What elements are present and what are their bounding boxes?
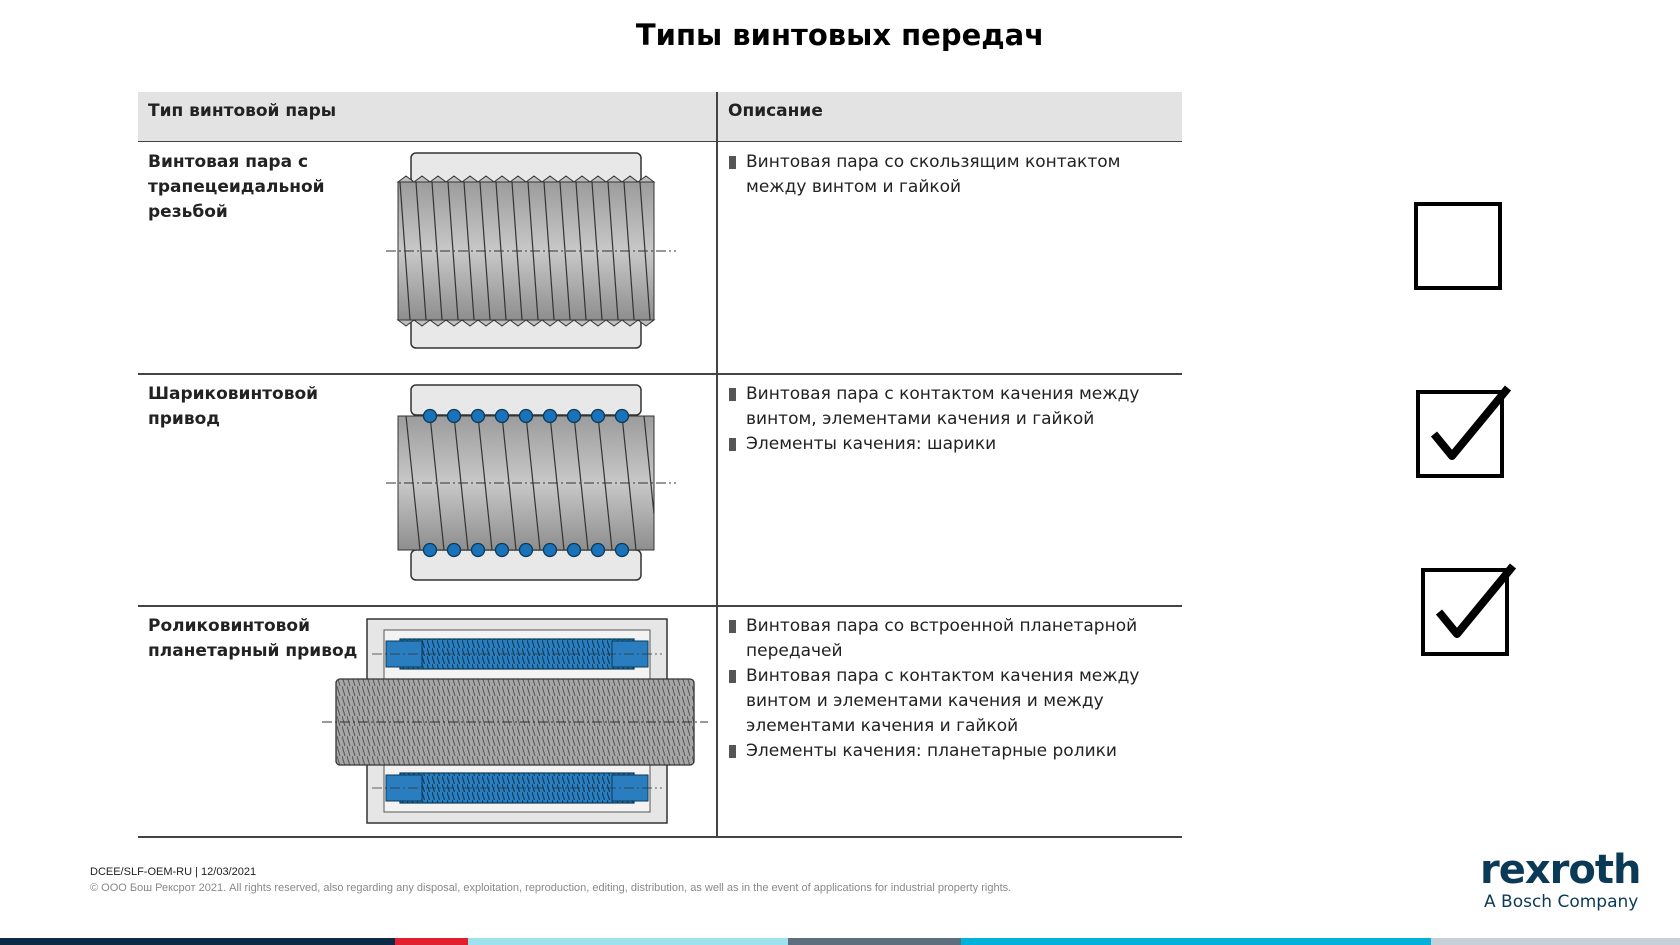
footer-doc-code: DCEE/SLF-OEM-RU | 12/03/2021 <box>90 866 257 878</box>
trapezoidal-screw-illustration <box>386 152 676 350</box>
description-item: Винтовая пара с контактом качения между винтом и элементами качения и между элементами качения и гайкой <box>728 664 1178 739</box>
type-name: Винтовая пара с трапецеидальной резьбой <box>148 152 325 222</box>
table-header <box>138 92 1182 142</box>
slide-title: Типы винтовых передач <box>635 18 1045 52</box>
header-type: Тип винтовой пары <box>148 101 337 121</box>
bar-segment <box>1431 938 1680 945</box>
ball-screw-illustration <box>386 384 676 582</box>
bar-segment <box>961 938 1431 945</box>
description-item: Винтовая пара со встроенной планетарной передачей <box>728 614 1178 664</box>
footer-copyright: © ООО Бош Рексрот 2021. All rights reserved, also regarding any disposal, exploitation, reproduction, editing, distribution, as well as in the event of applications for industrial property rights. <box>90 882 1012 894</box>
table-row-ball-screw <box>138 374 1182 606</box>
rexroth-logo <box>1480 848 1655 912</box>
checkbox-empty-icon[interactable] <box>1410 198 1506 294</box>
checkbox-checked-icon[interactable] <box>1417 560 1517 660</box>
type-name: Шариковинтовой привод <box>148 384 319 429</box>
description-item: Элементы качения: шарики <box>728 432 1178 457</box>
bar-segment <box>395 938 468 945</box>
description-list <box>728 382 1178 457</box>
bar-segment <box>788 938 961 945</box>
screw-types-table <box>138 92 1182 837</box>
type-name: Роликовинтовой планетарный привод <box>148 616 358 661</box>
description-item: Винтовая пара со скользящим контактом между винтом и гайкой <box>728 150 1178 200</box>
table-row-trapezoidal <box>138 142 1182 374</box>
logo-subtitle: A Bosch Company <box>1484 892 1639 912</box>
description-list <box>728 150 1178 200</box>
bottom-color-bar <box>0 938 1680 945</box>
description-item: Винтовая пара с контактом качения между винтом, элементами качения и гайкой <box>728 382 1178 432</box>
table-row-planetary-roller-screw <box>138 606 1182 838</box>
logo-word: rexroth <box>1480 847 1641 893</box>
bar-segment <box>0 938 395 945</box>
description-list <box>728 614 1178 764</box>
bar-segment <box>468 938 788 945</box>
header-description: Описание <box>728 101 823 121</box>
roller-screw-illustration <box>322 616 708 826</box>
checkbox-checked-icon[interactable] <box>1412 382 1512 482</box>
description-item: Элементы качения: планетарные ролики <box>728 739 1178 764</box>
